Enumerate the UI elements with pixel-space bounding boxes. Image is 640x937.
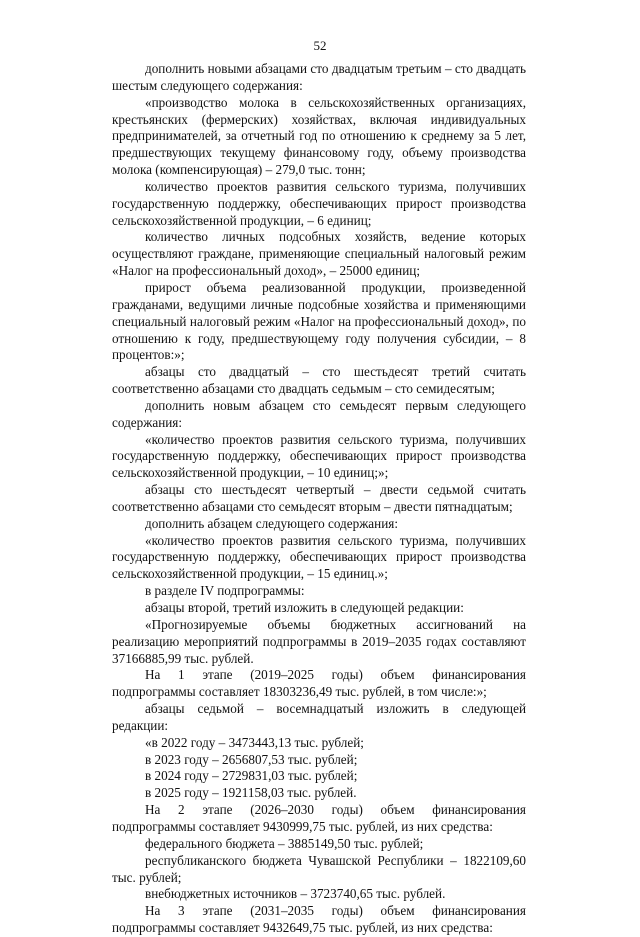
paragraph: «Прогнозируемые объемы бюджетных ассигнований на реализацию мероприятий подпрограммы в 2019–2035 годах составляют 37166885,99 тыс. рублей.: [112, 616, 526, 666]
paragraph: На 1 этапе (2019–2025 годы) объем финансирования подпрограммы составляет 18303236,49 тыс. рублей, в том числе:»;: [112, 667, 526, 700]
paragraph: внебюджетных источников – 3723740,65 тыс. рублей.: [145, 886, 446, 902]
paragraph: «количество проектов развития сельского туризма, получивших государственную поддержку, обеспечивающих прирост производства сельскохозяйственной продукции, – 10 единиц;»;: [112, 431, 526, 481]
paragraph: «производство молока в сельскохозяйственных организациях, крестьянских (фермерских) хозяйствах, включая индивидуальных предпринимателей, за отчетный год по отношению к среднему за 5 лет, предшествующих текущему финансовому году, объему производства молока (компенсирующая) – 279,0 тыс. тонн;: [112, 94, 526, 178]
paragraph: дополнить абзацем следующего содержания:: [145, 515, 399, 531]
paragraph: дополнить новым абзацем сто семьдесят первым следующего содержания:: [112, 397, 526, 430]
page-number: 52: [313, 38, 327, 53]
paragraph: количество личных подсобных хозяйств, ведение которых осуществляют граждане, применяющие специальный налоговый режим «Налог на профессиональный доход», – 25000 единиц;: [112, 229, 526, 279]
paragraph: «количество проектов развития сельского туризма, получивших государственную поддержку, обеспечивающих прирост производства сельскохозяйственной продукции, – 15 единиц.»;: [112, 532, 526, 582]
paragraph: прирост объема реализованной продукции, произведенной гражданами, ведущими личные подсобные хозяйства и применяющими специальный налоговый режим «Налог на профессиональный доход», по отношению к году, предшествующему году получения субсидии, – 8 процентов:»;: [112, 279, 526, 363]
paragraph: республиканского бюджета Чувашской Республики – 1822109,60 тыс. рублей;: [112, 852, 526, 885]
paragraph: дополнить новыми абзацами сто двадцатым третьим – сто двадцать шестым следующего содержания:: [112, 61, 526, 93]
paragraph: абзацы седьмой – восемнадцатый изложить в следующей редакции:: [112, 701, 526, 733]
paragraph: федерального бюджета – 3885149,50 тыс. рублей;: [145, 835, 424, 851]
paragraph: На 3 этапе (2031–2035 годы) объем финансирования подпрограммы составляет 9432649,75 тыс. рублей, из них средства:: [112, 903, 526, 936]
paragraph: в разделе IV подпрограммы:: [145, 583, 305, 599]
paragraph: в 2024 году – 2729831,03 тыс. рублей;: [145, 768, 358, 784]
paragraph: количество проектов развития сельского туризма, получивших государственную поддержку, обеспечивающих прирост производства сельскохозяйственной продукции, – 6 единиц;: [112, 178, 526, 228]
document-body: [112, 61, 526, 937]
paragraph: в 2025 году – 1921158,03 тыс. рублей.: [145, 785, 357, 801]
paragraph: абзацы сто двадцатый – сто шестьдесят третий считать соответственно абзацами сто двадцать седьмым – сто семидесятым;: [112, 364, 526, 397]
paragraph: абзацы второй, третий изложить в следующей редакции:: [145, 600, 464, 615]
paragraph: На 2 этапе (2026–2030 годы) объем финансирования подпрограммы составляет 9430999,75 тыс. рублей, из них средства:: [112, 802, 526, 834]
paragraph: в 2023 году – 2656807,53 тыс. рублей;: [145, 751, 358, 767]
paragraph: «в 2022 году – 3473443,13 тыс. рублей;: [145, 734, 364, 750]
paragraph: абзацы сто шестьдесят четвертый – двести седьмой считать соответственно абзацами сто семьдесят вторым – двести пятнадцатым;: [112, 482, 526, 514]
